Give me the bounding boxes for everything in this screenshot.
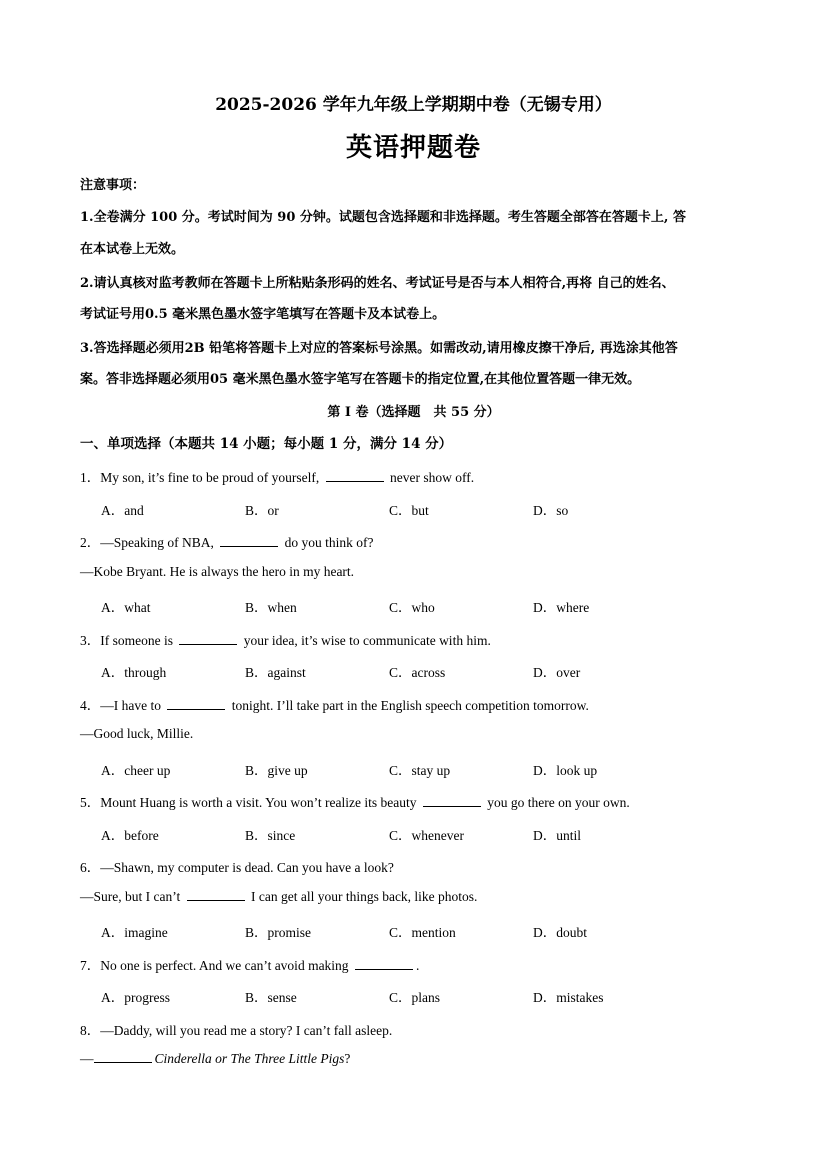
answer-options xyxy=(101,759,701,779)
option: D．mistakes xyxy=(533,990,604,1005)
option: A．progress xyxy=(101,990,170,1005)
option: D．until xyxy=(533,828,582,843)
question-stem: 7．No one is perfect. And we can’t avoid making . xyxy=(80,958,420,973)
answer-blank xyxy=(179,643,237,645)
question-stem: — Cinderella or The Three Little Pigs? xyxy=(80,1051,351,1066)
answer-blank xyxy=(355,968,413,970)
option: A．what xyxy=(101,600,151,615)
option: C．across xyxy=(389,665,446,680)
answer-blank xyxy=(94,1061,152,1063)
notice-line: 2.请认真核对监考教师在答题卡上所粘贴条形码的姓名、考试证号是否与本人相符合,再将 自己的姓名、 xyxy=(80,276,675,291)
notice-line: 案。答非选择题必须用05 毫米黑色墨水签字笔写在答题卡的指定位置,在其他位置答题一律无效。 xyxy=(80,372,641,387)
option: B．against xyxy=(245,665,306,680)
question-line: 8．—Daddy, will you read me a story? I can’t fall asleep. xyxy=(80,1023,393,1038)
option: C．mention xyxy=(389,925,456,940)
option: C．plans xyxy=(389,990,441,1005)
answer-blank xyxy=(220,545,278,547)
option: D．where xyxy=(533,600,590,615)
option: B．give up xyxy=(245,763,308,778)
answer-options xyxy=(101,499,701,519)
notice-heading: 注意事项： xyxy=(80,178,146,193)
option: A．before xyxy=(101,828,159,843)
answer-blank xyxy=(167,708,225,710)
option: C．who xyxy=(389,600,435,615)
option: B．or xyxy=(245,503,279,518)
answer-options xyxy=(101,986,701,1006)
option: A．through xyxy=(101,665,167,680)
question-stem: 3．If someone is your idea, it’s wise to communicate with him. xyxy=(80,633,491,648)
question-line: —Good luck, Millie. xyxy=(80,726,194,741)
question-stem: 1．My son, it’s fine to be proud of yourself, never show off. xyxy=(80,470,475,485)
question-stem: —Sure, but I can’t I can get all your things back, like photos. xyxy=(80,889,478,904)
option: D．doubt xyxy=(533,925,587,940)
notice-line: 1.全卷满分 100 分。考试时间为 90 分钟。试题包含选择题和非选择题。考生答题全部答在答题卡上, 答 xyxy=(80,210,686,225)
notice-line: 考试证号用0.5 毫米黑色墨水签字笔填写在答题卡及本试卷上。 xyxy=(80,307,446,322)
answer-options xyxy=(101,596,701,616)
answer-blank xyxy=(187,899,245,901)
question-stem: 4．—I have to tonight. I’ll take part in the English speech competition tomorrow. xyxy=(80,698,589,713)
option: A．cheer up xyxy=(101,763,171,778)
answer-blank xyxy=(423,805,481,807)
question-stem: 2．—Speaking of NBA, do you think of? xyxy=(80,535,374,550)
answer-blank xyxy=(326,480,384,482)
notice-line: 3.答选择题必须用2B 铅笔将答题卡上对应的答案标号涂黑。如需改动,请用橡皮擦干净后, 再选涂其他答 xyxy=(80,341,678,356)
option: A．imagine xyxy=(101,925,168,940)
option: D．over xyxy=(533,665,581,680)
answer-options xyxy=(101,824,701,844)
question-line: —Kobe Bryant. He is always the hero in my heart. xyxy=(80,564,355,579)
exam-subtitle: 2025-2026 学年九年级上学期期中卷（无锡专用） xyxy=(215,95,612,115)
section-heading: 第 I 卷（选择题 共 55 分） xyxy=(327,405,500,420)
question-line: 6．—Shawn, my computer is dead. Can you have a look? xyxy=(80,860,394,875)
option: C．but xyxy=(389,503,429,518)
option: B．when xyxy=(245,600,297,615)
option: A．and xyxy=(101,503,144,518)
option: C．whenever xyxy=(389,828,464,843)
notice-line: 在本试卷上无效。 xyxy=(80,242,185,257)
part-heading: 一、单项选择（本题共 14 小题；每小题 1 分，满分 14 分） xyxy=(80,436,453,452)
option: B．since xyxy=(245,828,296,843)
question-stem: 5．Mount Huang is worth a visit. You won’t realize its beauty you go there on your own. xyxy=(80,795,630,810)
option: D．look up xyxy=(533,763,598,778)
answer-options xyxy=(101,921,701,941)
option: B．sense xyxy=(245,990,297,1005)
option: B．promise xyxy=(245,925,311,940)
option: D．so xyxy=(533,503,569,518)
exam-title: 英语押题卷 xyxy=(345,133,481,163)
answer-options xyxy=(101,661,701,681)
option: C．stay up xyxy=(389,763,451,778)
